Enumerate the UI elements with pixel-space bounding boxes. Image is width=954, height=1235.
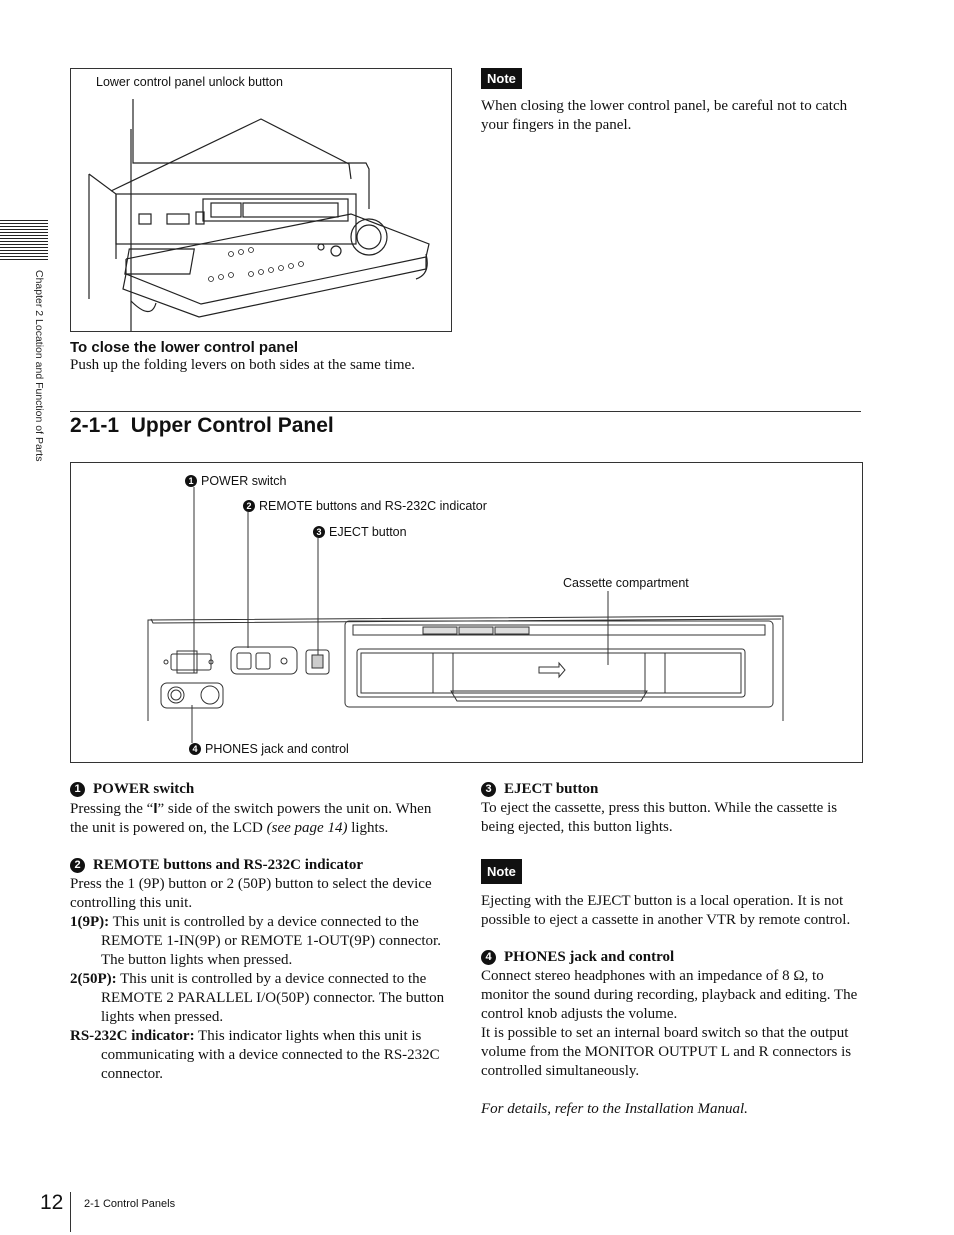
chapter-side-label: Chapter 2 Location and Function of Parts [33, 270, 45, 462]
callout-remote-buttons: 2 REMOTE buttons and RS-232C indicator [243, 499, 487, 513]
callout-power-switch: 1 POWER switch [185, 474, 286, 488]
footer-section-label: 2-1 Control Panels [84, 1198, 176, 1210]
eject-note: Note Ejecting with the EJECT button is a local operation. It is not possible to eject a cassette in another VTR by remote control. [481, 859, 863, 930]
note-badge: Note [481, 68, 522, 89]
section-heading [70, 414, 334, 438]
callout-cassette-compartment: Cassette compartment [563, 576, 689, 590]
phones-jack-item: 4 PHONES jack and control Connect stereo headphones with an impedance of 8 Ω, to monitor the sound during recording, playback and editing. The control knob adjusts the volume. It is possible to set an internal board switch so that the output volume from the MONITOR OUTPUT L and R connectors is controlled simultaneously. For details, refer to the Installation Manual. [481, 949, 858, 1117]
close-panel-heading: To close the lower control panel [70, 339, 299, 356]
close-panel-text: Push up the folding levers on both sides at the same time. [70, 357, 415, 373]
remote-buttons-item: 2 REMOTE buttons and RS-232C indicator Press the 1 (9P) button or 2 (50P) button to select the device controlling this unit. 1(9P): This unit is controlled by a device connected to the REMOTE 1-IN(9P) or REMOTE 1-OUT(9P) connector. The button lights when pressed. 2(50P): This unit is controlled by a device connected to the REMOTE 2 PARALLEL I/O(50P) connector. The button lights when pressed. RS-232C indicator: This indicator lights when this unit is communicating with a device connected to the RS-232C connector. [70, 857, 445, 1082]
section-title: Upper Control Panel [130, 414, 334, 437]
section-number: 2-1-1 [70, 414, 120, 437]
note-badge-eject: Note [481, 859, 522, 884]
chapter-tab-stripes [0, 220, 48, 262]
power-switch-item: 1 POWER switch Pressing the “I” side of the switch powers the unit on. When the unit is powered on, the LCD (see page 14) lights. [70, 781, 432, 836]
callout-unlock-button: Lower control panel unlock button [96, 75, 283, 89]
callout-eject-button: 3 EJECT button [313, 525, 407, 539]
footer-rule [70, 1192, 71, 1232]
vtr-lower-panel-illustration [71, 69, 451, 331]
figure-lower-panel [70, 68, 452, 332]
upper-panel-illustration [71, 463, 862, 762]
section-rule [70, 411, 861, 412]
page-number: 12 [40, 1191, 64, 1214]
figure-upper-panel [70, 462, 863, 763]
callout-phones-jack: 4 PHONES jack and control [189, 742, 349, 756]
note-text: When closing the lower control panel, be careful not to catch your fingers in the panel. [481, 98, 848, 133]
eject-button-item: 3 EJECT button To eject the cassette, press this button. While the cassette is being ejected, this button lights. [481, 781, 838, 835]
